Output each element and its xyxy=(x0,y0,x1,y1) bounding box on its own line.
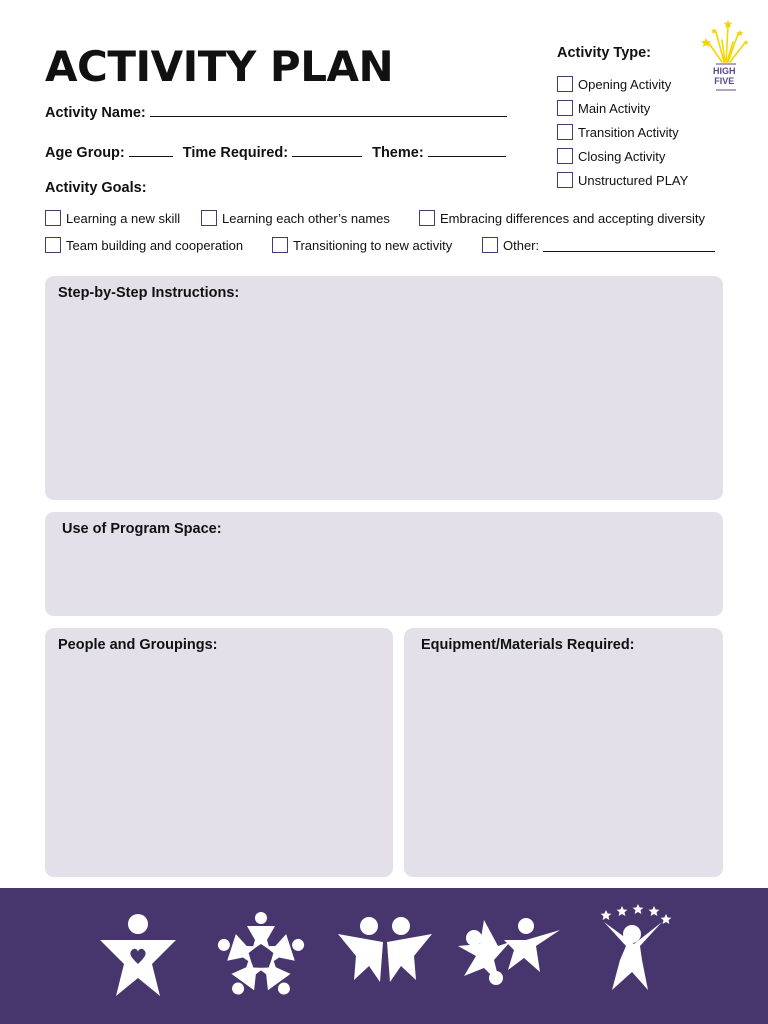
activity-name-label: Activity Name: xyxy=(45,105,146,121)
checkbox[interactable] xyxy=(557,148,573,164)
activity-type-option[interactable]: Opening Activity xyxy=(557,72,688,96)
activity-type-option[interactable]: Unstructured PLAY xyxy=(557,168,688,192)
time-required-label: Time Required: xyxy=(182,145,289,161)
activity-type-list xyxy=(557,72,688,192)
two-people-icon xyxy=(336,916,434,984)
age-group-label: Age Group: xyxy=(45,145,125,161)
theme-blank[interactable] xyxy=(428,143,506,157)
cartwheel-people-icon xyxy=(456,916,562,988)
program-space-label: Use of Program Space: xyxy=(62,521,222,537)
other-blank[interactable] xyxy=(543,239,715,252)
checkbox[interactable] xyxy=(45,210,61,226)
checkbox[interactable] xyxy=(482,237,498,253)
goal-option[interactable]: Embracing differences and accepting diversity xyxy=(419,210,705,226)
footer-band xyxy=(0,888,768,1024)
page-title: ACTIVITY PLAN xyxy=(45,42,394,91)
equipment-panel[interactable] xyxy=(404,628,723,877)
activity-name-field[interactable] xyxy=(45,103,507,121)
activity-goals-title: Activity Goals: xyxy=(45,180,147,196)
equipment-label: Equipment/Materials Required: xyxy=(421,637,635,653)
checkbox[interactable] xyxy=(557,172,573,188)
people-panel[interactable] xyxy=(45,628,393,877)
instructions-panel[interactable] xyxy=(45,276,723,500)
age-group-blank[interactable] xyxy=(129,143,173,157)
checkbox[interactable] xyxy=(557,100,573,116)
goal-option[interactable]: Learning a new skill xyxy=(45,210,180,226)
checkbox[interactable] xyxy=(201,210,217,226)
star-person-icon xyxy=(594,902,674,998)
instructions-label: Step-by-Step Instructions: xyxy=(58,285,240,301)
age-time-theme-row xyxy=(45,143,506,161)
checkbox[interactable] xyxy=(272,237,288,253)
goal-option[interactable]: Team building and cooperation xyxy=(45,237,243,253)
heart-person-icon xyxy=(96,912,180,1000)
people-label: People and Groupings: xyxy=(58,637,218,653)
goal-option-other[interactable]: Other: xyxy=(482,237,715,253)
activity-type-option[interactable]: Transition Activity xyxy=(557,120,688,144)
theme-label: Theme: xyxy=(372,145,424,161)
checkbox[interactable] xyxy=(557,124,573,140)
activity-type-title: Activity Type: xyxy=(557,45,652,61)
time-required-blank[interactable] xyxy=(292,143,362,157)
goal-option[interactable]: Transitioning to new activity xyxy=(272,237,452,253)
checkbox[interactable] xyxy=(45,237,61,253)
activity-name-blank[interactable] xyxy=(150,103,507,117)
checkbox[interactable] xyxy=(557,76,573,92)
circle-of-people-icon xyxy=(214,910,308,1004)
logo-text: HIGH FIVE xyxy=(713,66,736,86)
activity-type-option[interactable]: Main Activity xyxy=(557,96,688,120)
checkbox[interactable] xyxy=(419,210,435,226)
goal-option[interactable]: Learning each other’s names xyxy=(201,210,390,226)
activity-type-option[interactable]: Closing Activity xyxy=(557,144,688,168)
program-space-panel[interactable] xyxy=(45,512,723,616)
